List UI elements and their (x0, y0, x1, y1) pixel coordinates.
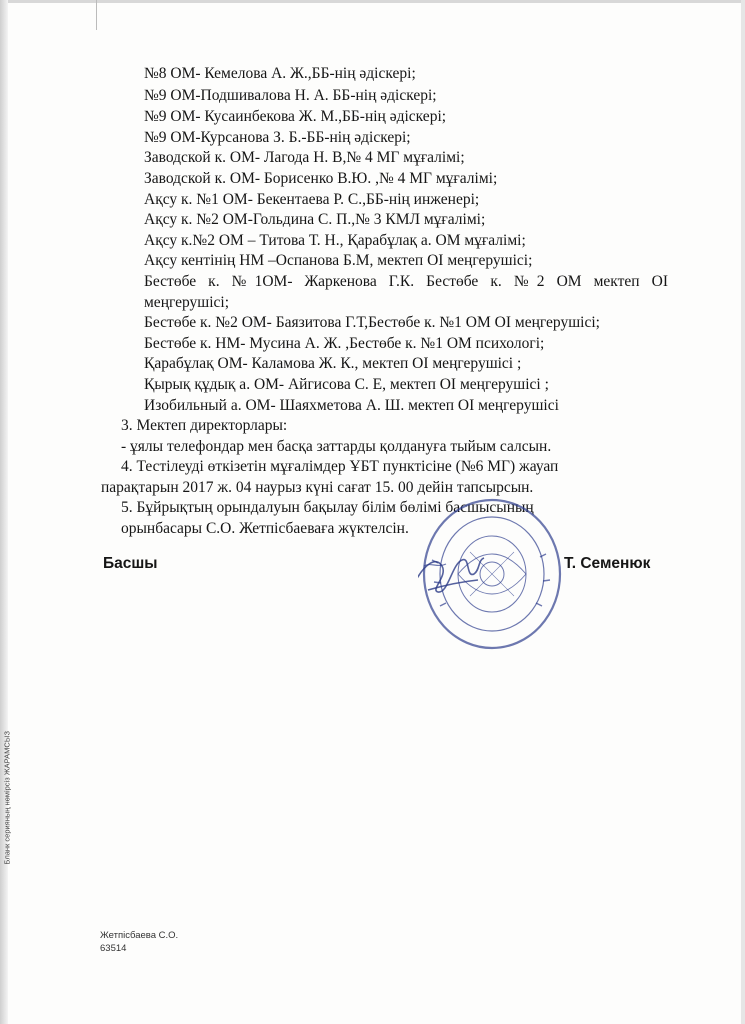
list-line-3: №9 ОМ- Кусаинбекова Ж. М.,ББ-нің әдіскері; (144, 108, 447, 125)
side-note: Бланк серияның нөмірсіз ЖАРАМСЫЗ (2, 730, 12, 865)
list-line-16: Изобильный а. ОМ- Шаяхметова А. Ш. мектеп ОІ меңгерушісі (144, 397, 559, 414)
scan-edge-top (0, 0, 745, 3)
list-line-9: Ақсу к.№2 ОМ – Титова Т. Н., Қарабұлақ а. ОМ мұғалімі; (144, 232, 526, 249)
list-line-15: Қырық құдық а. ОМ- Айгисова С. Е, мектеп ОІ меңгерушісі ; (144, 376, 549, 393)
signature-name: Т. Семенюк (564, 555, 651, 572)
list-line-8: Ақсу к. №2 ОМ-Гольдина С. П.,№ 3 КМЛ мұғалімі; (144, 211, 486, 228)
list-line-11: Бестөбе к. №1ОМ- Жаркенова Г.К. Бестөбе к. №2 ОМ мектеп ОІ (144, 273, 668, 290)
item-3-subitem: - ұялы телефондар мен басқа заттарды қолдануға тыйым салсын. (121, 438, 552, 455)
list-line-1: №8 ОМ- Кемелова А. Ж.,ББ-нің әдіскері; (144, 65, 416, 82)
list-line-7: Ақсу к. №1 ОМ- Бекентаева Р. С.,ББ-нің инженері; (144, 191, 480, 208)
scan-fold-line (96, 0, 97, 30)
item-5-line-1: 5. Бұйрықтың орындалуын бақылау білім бөлімі басшысының (121, 499, 534, 516)
list-line-13: Бестөбе к. НМ- Мусина А. Ж. ,Бестөбе к. №1 ОМ психологі; (144, 335, 545, 352)
item-5-line-2: орынбасары С.О. Жетпісбаевағa жүктелсін. (121, 520, 409, 537)
list-line-2: №9 ОМ-Подшивалова Н. А. ББ-нің әдіскері; (144, 87, 437, 104)
item-4-line-2: парақтарын 2017 ж. 04 наурыз күні сағат 15. 00 дейін тапсырсын. (101, 479, 534, 496)
footer-phone: 63514 (100, 943, 127, 954)
official-seal-icon (418, 494, 564, 652)
list-line-11-cont: меңгерушісі; (144, 294, 230, 311)
list-line-12: Бестөбе к. №2 ОМ- Баязитова Г.Т,Бестөбе к. №1 ОМ ОІ меңгерушісі; (144, 314, 600, 331)
list-line-5: Заводской к. ОМ- Лагода Н. В,№ 4 МГ мұғалімі; (144, 149, 465, 166)
list-line-6: Заводской к. ОМ- Борисенко В.Ю. ,№ 4 МГ мұғалімі; (144, 170, 498, 187)
item-4-line-1: 4. Тестілеуді өткізетін мұғалімдер ҰБТ пунктісіне (№6 МГ) жауап (121, 458, 559, 475)
list-line-14: Қарабұлақ ОМ- Каламова Ж. К., мектеп ОІ меңгерушісі ; (144, 355, 522, 372)
signature-role: Басшы (103, 555, 158, 572)
scan-edge-left (0, 0, 8, 1024)
list-line-10: Ақсу кентінің НМ –Оспанова Б.М, мектеп ОІ меңгерушісі; (144, 252, 533, 269)
item-3-heading: 3. Мектеп директорлары: (121, 417, 288, 434)
footer-author: Жетпісбаева С.О. (100, 930, 179, 941)
scan-edge-right (741, 0, 745, 1024)
list-line-4: №9 ОМ-Курсанова З. Б.-ББ-нің әдіскері; (144, 129, 411, 146)
